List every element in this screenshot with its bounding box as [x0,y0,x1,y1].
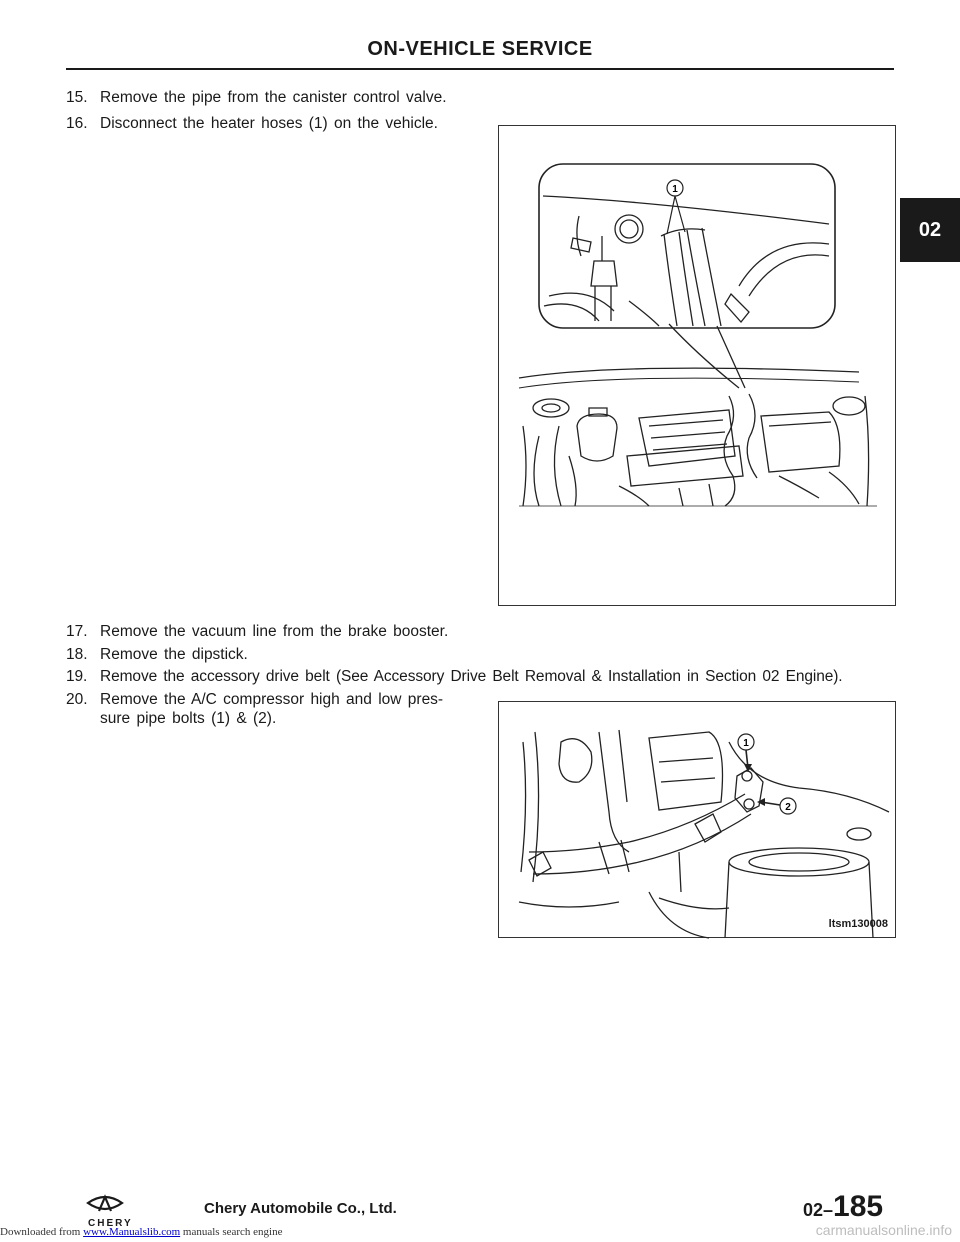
section-tab [900,198,960,262]
heater-hoses-illustration [499,126,897,607]
manualslib-link[interactable]: www.Manualslib.com [83,1226,181,1238]
step-number: 15. [66,89,88,106]
step-17 [66,622,448,641]
step-text: Remove the accessory drive belt (See Accessory Drive Belt Removal & Installation in Section 02 Engine). [100,668,843,685]
footer-brand: CHERY [88,1218,133,1229]
callout-1-label: 1 [743,738,749,749]
step-16 [66,114,438,133]
figure-heater-hoses [498,125,896,606]
step-number: 16. [66,115,88,132]
step-number: 20. [66,691,88,708]
footer-company: Chery Automobile Co., Ltd. [204,1200,397,1217]
chery-logo [84,1193,126,1220]
step-text: Remove the pipe from the canister control valve. [100,89,447,106]
step-text: Remove the dipstick. [100,646,248,663]
figure-ac-pipe-bolts [498,701,896,938]
download-prefix: Downloaded from [0,1226,81,1238]
step-text: Remove the vacuum line from the brake booster. [100,623,449,640]
step-19 [66,667,843,686]
step-20 [66,690,443,709]
header-rule [66,68,894,70]
page-number [803,1190,883,1224]
callout-2-label: 2 [785,802,791,813]
step-text: Disconnect the heater hoses (1) on the vehicle. [100,115,438,132]
step-text-continuation: sure pipe bolts (1) & (2). [100,710,277,727]
figure-code: ltsm130008 [828,918,888,930]
section-tab-label: 02 [918,218,942,241]
download-bar [0,1226,282,1238]
page-num: 185 [833,1190,884,1223]
step-number: 18. [66,646,88,663]
watermark: carmanualsonline.info [815,1222,952,1238]
page-section: 02– [803,1200,834,1220]
callout-1-label: 1 [672,184,678,195]
step-number: 17. [66,623,88,640]
step-text: Remove the A/C compressor high and low pres- [100,691,444,708]
step-15 [66,88,447,107]
step-20-continuation [66,709,276,728]
page-header-title: ON-VEHICLE SERVICE [367,38,593,60]
step-18 [66,645,248,664]
ac-pipe-illustration [499,702,897,939]
step-number: 19. [66,668,88,685]
download-suffix: manuals search engine [182,1226,283,1238]
